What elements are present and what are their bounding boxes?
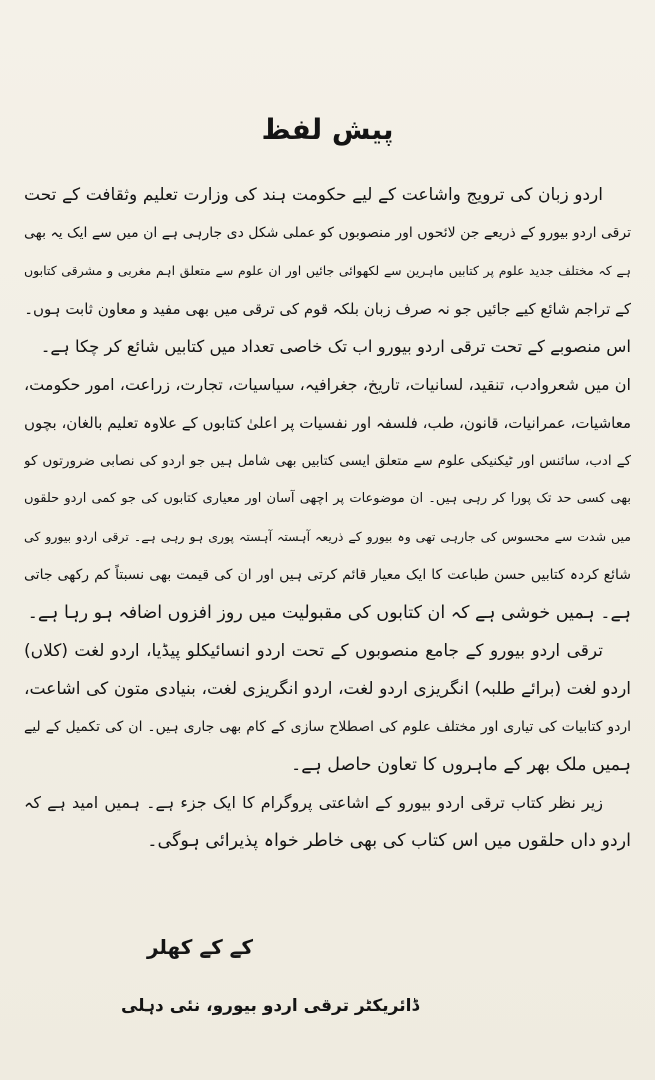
text-line-14: اردو لغت (برائے طلبہ) انگریزی اردو لغت، اردو انگریزی لغت، بنیادی متون کی اشاعت،: [24, 679, 631, 699]
text-line-4: کے تراجم شائع کیے جائیں جو نہ صرف زبان بلکہ قوم کی ترقی میں بھی مفید و معاون ثابت ہوں۔: [24, 300, 631, 318]
text-line-18: اردو داں حلقوں میں اس کتاب کی بھی خاطر خواہ پذیرائی ہوگی۔: [147, 831, 631, 851]
designation: ڈائریکٹر ترقی اردو بیورو، نئی دہلی: [120, 996, 420, 1016]
text-line-7: معاشیات، عمرانیات، قانون، طب، فلسفہ اور نفسیات پر اعلیٰ کتابوں کے علاوہ تعلیم بالغان، بچوں: [24, 414, 631, 432]
text-line-15: اردو کتابیات کی تیاری اور مختلف علوم کی اصطلاح سازی کے کام بھی جاری ہیں۔ ان کی تکمیل کے لیے: [24, 719, 631, 735]
text-line-16: ہمیں ملک بھر کے ماہروں کا تعاون حاصل ہے۔: [290, 755, 631, 775]
text-line-13: ترقی اردو بیورو کے جامع منصوبوں کے تحت اردو انسائیکلو پیڈیا، اردو لغت (کلاں): [24, 641, 603, 661]
text-line-3: ہے کہ مختلف جدید علوم پر کتابیں ماہرین سے لکھوائی جائیں اور ان علوم سے متعلق اہم مغربی و مشرقی کتابوں: [24, 263, 631, 278]
text-line-1: اردو زبان کی ترویج واشاعت کے لیے حکومت ہند کی وزارت تعلیم وثقافت کے تحت: [24, 185, 603, 205]
text-line-9: بھی کسی حد تک پورا کر رہی ہیں۔ ان موضوعات پر اچھی آسان اور معیاری کتابوں کی جو کمی اردو حلقوں: [24, 491, 631, 506]
page-title: پیش لفظ: [261, 113, 394, 146]
text-line-2: ترقی اردو بیورو کے ذریعے جن لائحوں اور منصوبوں کو عملی شکل دی جارہی ہے ان میں سے ایک یہ بھی: [24, 225, 631, 241]
text-line-17: زیر نظر کتاب ترقی اردو بیورو کے اشاعتی پروگرام کا ایک جزء ہے۔ ہمیں امید ہے کہ: [24, 793, 603, 812]
text-line-5: اس منصوبے کے تحت ترقی اردو بیورو اب تک خاصی تعداد میں کتابیں شائع کر چکا ہے۔: [40, 337, 631, 356]
text-line-6: ان میں شعروادب، تنقید، لسانیات، تاریخ، جغرافیہ، سیاسیات، تجارت، زراعت، امور حکومت،: [24, 375, 631, 394]
text-line-12: ہے۔ ہمیں خوشی ہے کہ ان کتابوں کی مقبولیت میں روز افزوں اضافہ ہو رہا ہے۔: [27, 603, 631, 623]
signature: کے کے کھلر: [146, 935, 254, 959]
text-line-11: شائع کردہ کتابیں حسن طباعت کا ایک معیار قائم کرتی ہیں اور ان کی قیمت بھی نسبتاً کم رکھی جاتی: [24, 567, 631, 583]
text-line-10: میں شدت سے محسوس کی جارہی تھی وہ بیورو کے ذریعہ آہستہ آہستہ پوری ہو رہی ہے۔ ترقی اردو بیورو کی: [24, 529, 631, 544]
text-line-8: کے ادب، سائنس اور ٹیکنیکی علوم سے متعلق ایسی کتابیں بھی شامل ہیں جو اردو کی نصابی ضرورتوں کو: [24, 453, 631, 469]
